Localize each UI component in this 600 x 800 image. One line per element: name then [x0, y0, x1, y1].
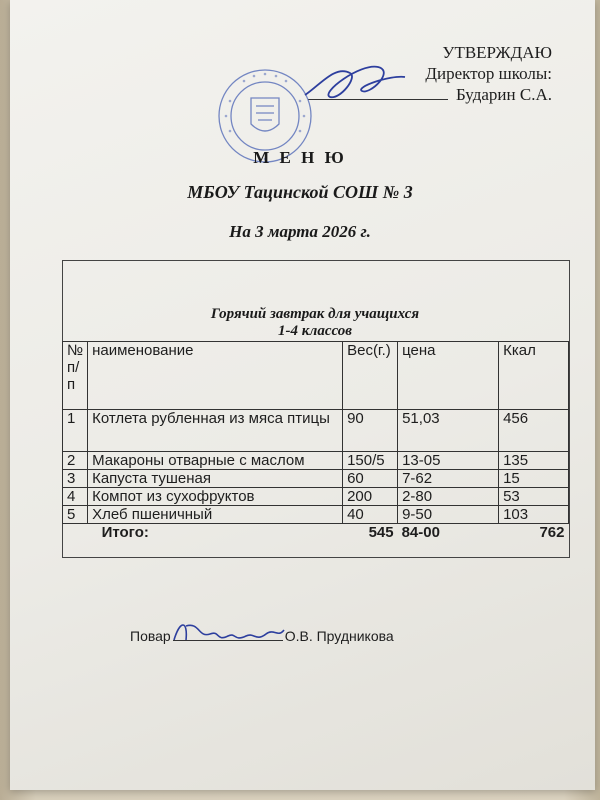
cell-name: Макароны отварные с маслом	[88, 452, 343, 470]
cell-number: 3	[63, 470, 88, 488]
cell-name: Компот из сухофруктов	[88, 488, 343, 506]
menu-date: На 3 марта 2026 г.	[229, 222, 371, 241]
header-weight: Вес(г.)	[343, 342, 398, 410]
cell-kcal: 456	[499, 410, 569, 452]
meal-caption	[62, 306, 568, 340]
total-label: Итого:	[101, 524, 149, 541]
cell-weight: 150/5	[343, 452, 398, 470]
cell-name: Капуста тушеная	[88, 470, 343, 488]
meal-caption-line1: Горячий завтрак для учащихся	[210, 306, 420, 322]
menu-title: М Е Н Ю	[253, 148, 347, 167]
total-weight: 545	[368, 524, 394, 541]
cell-price: 51,03	[398, 410, 499, 452]
cell-kcal: 15	[499, 470, 569, 488]
cell-weight: 90	[343, 410, 398, 452]
cook-block	[130, 628, 394, 644]
table-row	[63, 452, 569, 470]
cell-weight: 60	[343, 470, 398, 488]
cell-name: Хлеб пшеничный	[88, 506, 343, 524]
header-price: цена	[398, 342, 499, 410]
cell-price: 2-80	[398, 488, 499, 506]
header-name: наименование	[88, 342, 343, 410]
total-row	[63, 524, 569, 542]
table-header-row	[63, 342, 569, 410]
cell-number: 2	[63, 452, 88, 470]
cell-weight: 40	[343, 506, 398, 524]
approval-name: Бударин С.А.	[455, 85, 552, 104]
table-row	[63, 470, 569, 488]
cell-kcal: 135	[499, 452, 569, 470]
approval-position: Директор школы:	[425, 64, 552, 83]
school-name: МБОУ Тацинской СОШ № 3	[187, 182, 413, 202]
total-spacer	[63, 524, 88, 542]
cell-price: 13-05	[398, 452, 499, 470]
menu-table	[62, 341, 569, 541]
director-signature	[300, 55, 410, 110]
meal-caption-line2: 1-4 классов	[278, 323, 352, 339]
cook-signature-line	[173, 640, 283, 641]
approval-label: УТВЕРЖДАЮ	[442, 43, 552, 62]
header-kcal: Ккал	[499, 342, 569, 410]
cook-label: Повар	[130, 628, 171, 644]
total-kcal: 762	[539, 524, 565, 541]
cell-kcal: 103	[499, 506, 569, 524]
total-price: 84-00	[401, 524, 440, 541]
cell-weight: 200	[343, 488, 398, 506]
header-number: № п/п	[63, 342, 88, 410]
table-row	[63, 506, 569, 524]
cell-kcal: 53	[499, 488, 569, 506]
cell-number: 4	[63, 488, 88, 506]
table-row	[63, 488, 569, 506]
cell-number: 5	[63, 506, 88, 524]
cell-name: Котлета рубленная из мяса птицы	[88, 410, 343, 452]
cell-price: 7-62	[398, 470, 499, 488]
table-row	[63, 410, 569, 452]
cell-price: 9-50	[398, 506, 499, 524]
cook-name: О.В. Прудникова	[284, 628, 394, 644]
cell-number: 1	[63, 410, 88, 452]
